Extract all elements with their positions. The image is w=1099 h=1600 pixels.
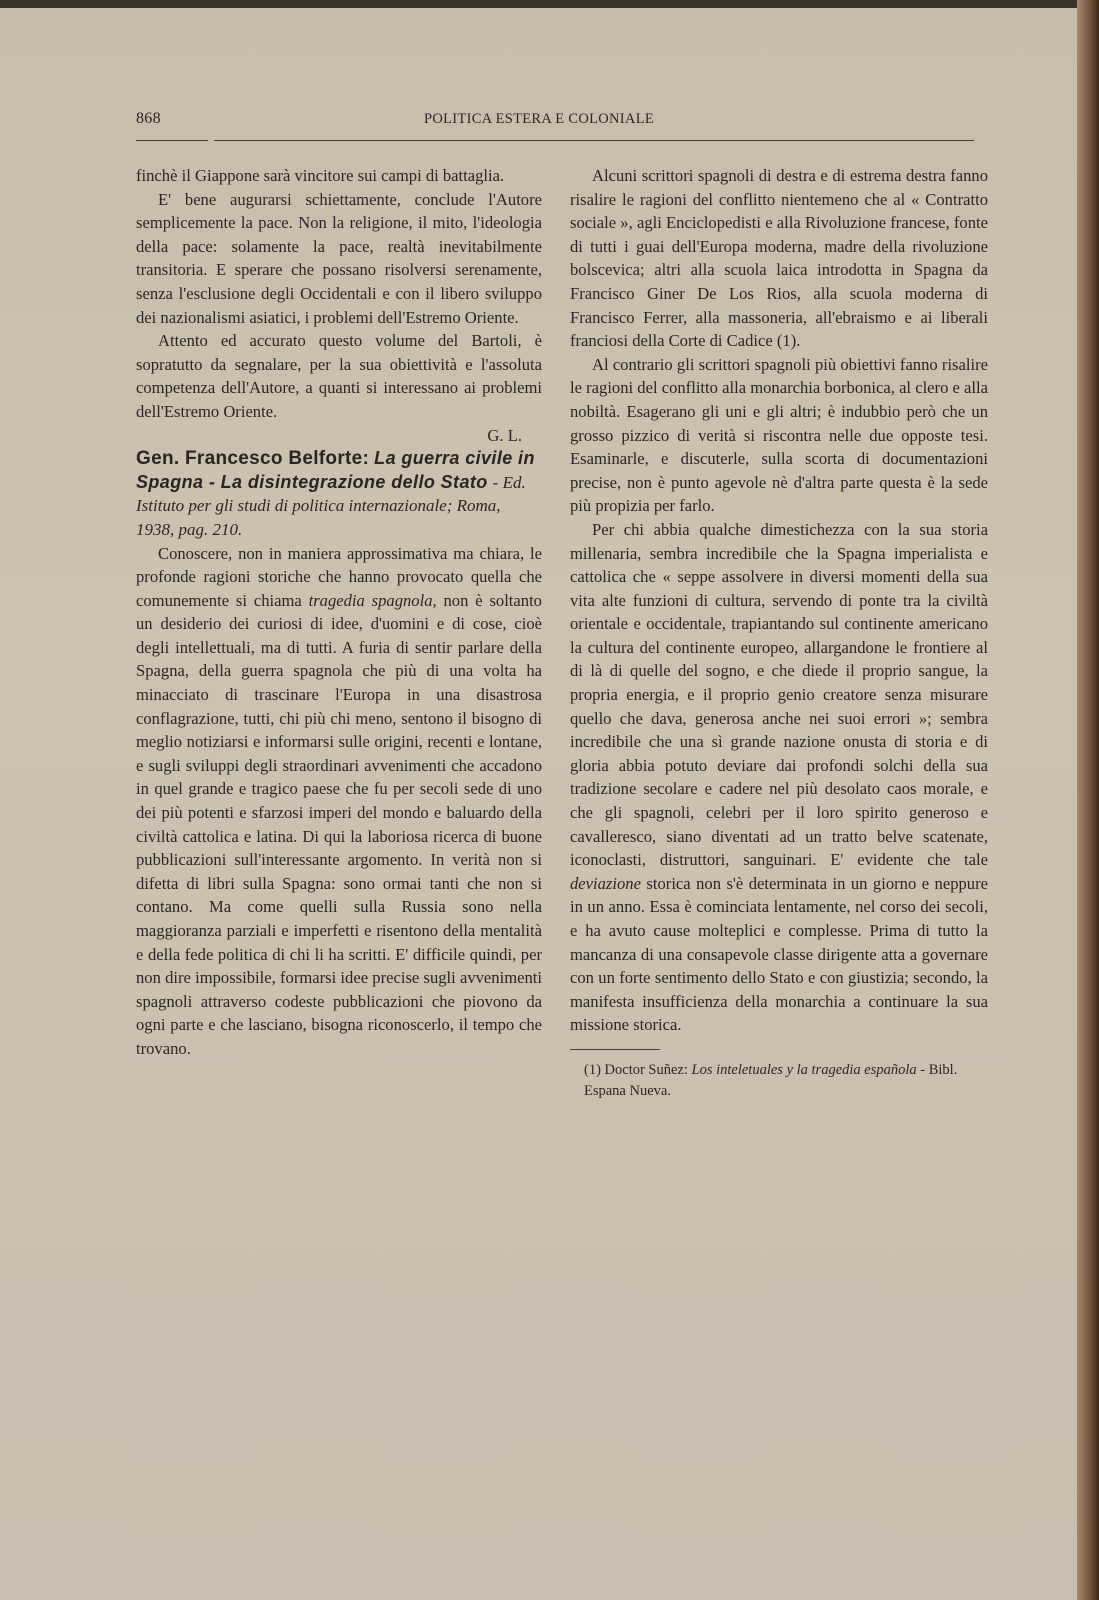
paragraph: finchè il Giappone sarà vincitore sui campi di battaglia. <box>136 166 505 185</box>
footnote <box>570 1060 988 1102</box>
review-book-title: La guerra civile in Spagna - La disintegrazione dello Stato <box>136 448 535 492</box>
review-heading <box>136 447 542 541</box>
header-rule-short <box>136 140 208 141</box>
text-run: non è soltanto un desiderio dei curiosi di idee, d'uomini e di cose, cioè degli intellettuali, ma di tutti. A furia di sentir parlare della Spagna, della guerra spagnola che più di una volta ha minacciato di trascinare l'Europa in una disastrosa conflagrazione, tutti, chi più chi meno, sentono il bisogno di meglio notiziarsi e informarsi sulle origini, recenti e lontane, e sugli sviluppi degli straordinari avvenimenti che accadono in quel grande e tragico paese che fu per secoli sede di uno dei più potenti e sfarzosi imperi del mondo e baluardo della civiltà cattolica e latina. Di qui la laboriosa ricerca di buone pubblicazioni sull'interessante argomento. In verità non si difetta di libri sulla Spagna: sono ormai tanti che non si contano. Ma come quelli sulla Russia sono nella maggioranza parziali e imperfetti e risentono della mentalità e della fede politica di chi li ha scritti. E' difficile quindi, per non dire impossibile, formarsi idee precise sugli avvenimenti spagnoli attraverso codeste pubblicazioni che piovono da ogni parte e che lasciano, bisogna riconoscerlo, il tempo che trovano. <box>136 590 542 1058</box>
text-run: - Bibl. Espana Nueva. <box>584 1061 958 1099</box>
page-number: 868 <box>136 110 161 127</box>
paragraph: Attento ed accurato questo volume del Bartoli, è sopratutto da segnalare, per la sua obiettività e l'assoluta competenza dell'Autore, a quanti si interessano ai problemi dell'Estremo Oriente. <box>136 331 542 421</box>
header-rule <box>214 140 974 141</box>
signature: G. L. <box>487 425 522 445</box>
review-publisher: - Ed. Istituto per gli studi di politica internazionale; Roma, 1938, pag. 210. <box>136 472 526 539</box>
text-run: Per chi abbia qualche dimestichezza con la sua storia millenaria, sembra incredibile che la Spagna imperialista e cattolica che « seppe assolvere in diversi momenti della sua vita alte funzioni di cultura, servendo di ponte tra la civiltà orientale e occidentale, trapiantando sul continente americano la cultura del continente europeo, allargandone le frontiere al di là di quelle del sogno, e che diede il proprio sangue, la propria energia, e il proprio genio creatore senza misurare quello che dava, generosa anche nei suoi errori »; sembra incredibile che una sì grande nazione onusta di storia e di gloria abbia potuto deviare dai profondi solchi della sua tradizione secolare e cadere nel più desolato caos morale, e che gli spagnoli, celebri per il loro spirito generoso e cavalleresco, siano diventati ad un tratto belve scatenate, iconoclasti, distruttori, sanguinari. E' evidente che tale <box>570 519 988 870</box>
text-run: Conoscere, non in maniera approssimativa ma chiara, le profonde ragioni storiche che hanno provocato quella che comunemente si chiama <box>136 543 542 610</box>
text-run: (1) Doctor Suñez: <box>584 1061 692 1078</box>
left-column <box>136 164 542 1061</box>
book-spine <box>1077 0 1099 1600</box>
paragraph <box>136 542 542 1061</box>
running-title: POLITICA ESTERA E COLONIALE <box>424 111 655 127</box>
paragraph <box>570 518 988 1037</box>
right-column <box>570 164 988 1102</box>
footnote-rule <box>570 1049 660 1050</box>
italic-text: deviazione <box>570 873 641 893</box>
text-run: storica non s'è determinata in un giorno e neppure in un anno. Essa è cominciata lentamente, nel corso dei secoli, e ha avuto cause molteplici e complesse. Prima di tutto la mancanza di una consapevole classe dirigente atta a governare con un forte sentimento dello Stato e con giustizia; secondo, la manifesta insufficienza della monarchia a continuare la sua missione storica. <box>570 873 988 1035</box>
page-header <box>136 110 996 136</box>
review-author: Gen. Francesco Belforte: <box>136 448 370 470</box>
paragraph: Alcuni scrittori spagnoli di destra e di estrema destra fanno risalire le ragioni del conflitto nientemeno che al « Contratto sociale », agli Enciclopedisti e alla Rivoluzione francese, fonte di tutti i guai dell'Europa moderna, madre della rivoluzione bolscevica; altri alla scuola laica introdotta in Spagna da Francisco Giner De Los Rios, alla scuola moderna di Francisco Ferrer, alla massoneria, all'ebraismo e ai liberali franciosi della Corte di Cadice (1). <box>570 166 988 351</box>
paragraph: E' bene augurarsi schiettamente, conclude l'Autore semplicemente la pace. Non la religione, il mito, l'ideologia della pace: solamente la pace, realtà inevitabilmente transitoria. E sperare che possano risolversi serenamente, senza l'esclusione degli Occidentali e con il libero sviluppo dei nazionalismi asiatici, i problemi dell'Estremo Oriente. <box>136 189 542 327</box>
paragraph: Al contrario gli scrittori spagnoli più obiettivi fanno risalire le ragioni del conflitto alla monarchia borbonica, al clero e alla nobiltà. Esagerano gli uni e gli altri; è indubbio però che un grosso pizzico di verità si riscontra nelle due opposte tesi. Esaminarle, e discuterle, sulla scorta di documentazioni precise, non è punto agevole nè d'altra parte questa è la sede più propizia per farlo. <box>570 354 988 516</box>
top-edge <box>0 0 1080 8</box>
italic-text: Los inteletuales y la tragedia española <box>691 1061 917 1078</box>
italic-text: tragedia spagnola, <box>308 590 437 610</box>
